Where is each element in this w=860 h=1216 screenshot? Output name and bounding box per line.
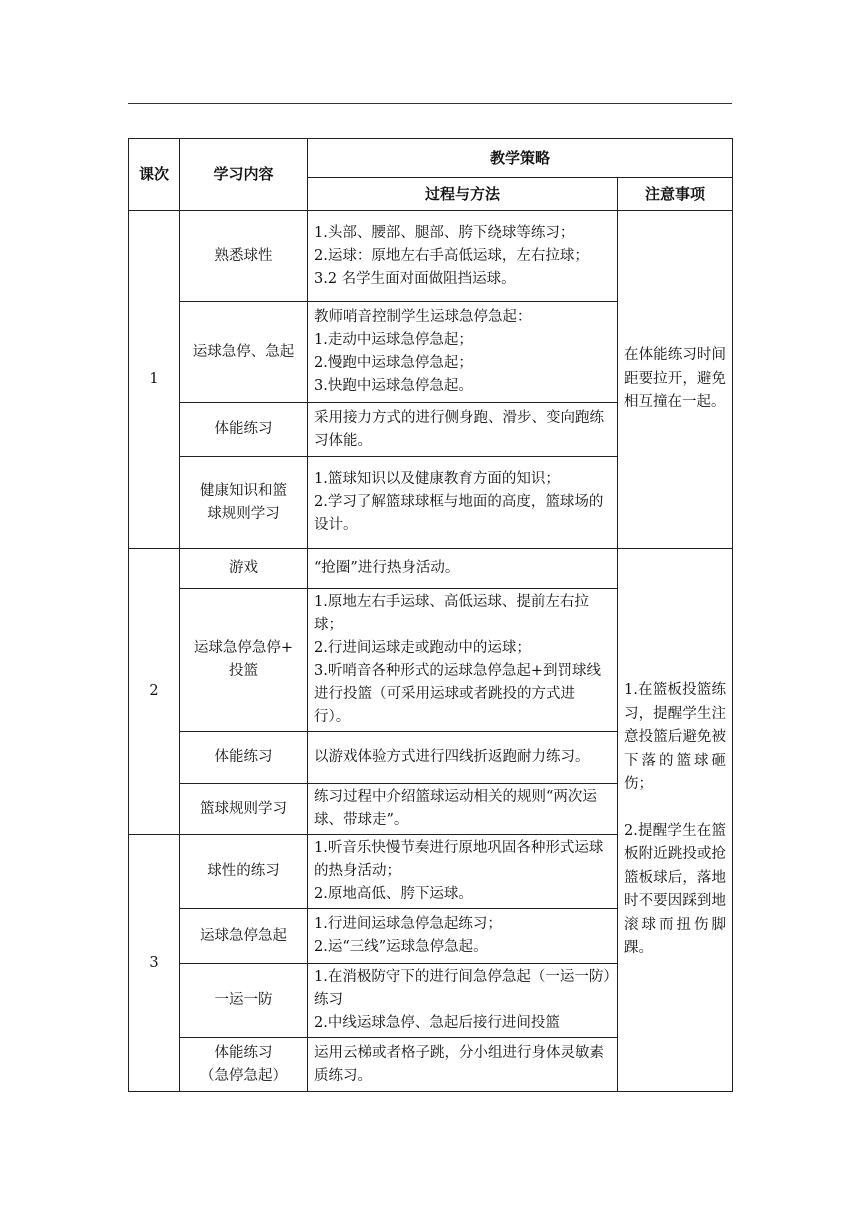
content-cell (180, 835, 308, 909)
note-text: 在体能练习时间距要拉开，避免相互撞在一起。 (624, 347, 727, 411)
method-text: 3.听哨音各种形式的运球急停急起+到罚球线进行投篮（可采用运球或者跳投的方式进行）。 (314, 663, 601, 725)
header-lesson: 课次 (129, 139, 180, 211)
lesson-plan-table (128, 138, 733, 1092)
content-text: 健康知识和篮 (200, 482, 287, 499)
content-cell (180, 732, 308, 784)
content-text: 体能练习 (214, 749, 273, 765)
method-text: 以游戏体验方式进行四线折返跑耐力练习。 (314, 749, 590, 765)
method-cell (308, 1038, 618, 1092)
content-text: 体能练习 (214, 1044, 273, 1061)
method-cell (308, 302, 618, 403)
method-cell (308, 403, 618, 457)
method-text: 3.2 名学生面对面做阻挡运球。 (314, 270, 516, 287)
method-text: 1.篮球知识以及健康教育方面的知识； (314, 471, 560, 487)
method-text: 1.原地左右手运球、高低运球、提前左右拉球； (314, 594, 589, 633)
header-strategy: 教学策略 (308, 139, 733, 178)
method-cell (308, 909, 618, 964)
content-text: 体能练习 (214, 421, 273, 437)
method-text: 2.中线运球急停、急起后接行进间投篮 (314, 1015, 560, 1031)
method-text: 1.行进间运球急停急起练习； (314, 916, 502, 932)
lesson-number: 2 (129, 549, 180, 835)
content-text: 球规则学习 (207, 505, 280, 522)
content-text: 运球急停、急起 (192, 343, 295, 360)
content-cell (180, 302, 308, 403)
lesson-number: 1 (129, 211, 180, 549)
content-cell (180, 909, 308, 964)
header-content: 学习内容 (180, 139, 308, 211)
content-cell (180, 457, 308, 549)
content-text: 投篮 (229, 663, 258, 679)
method-text: 运用云梯或者格子跳，分小组进行身体灵敏素质练习。 (314, 1044, 604, 1084)
content-text: 游戏 (229, 560, 258, 576)
table-row (129, 211, 733, 302)
method-text: 2.原地高低、胯下运球。 (314, 886, 473, 902)
method-text: 2.学习了解篮球球框与地面的高度，篮球场的设计。 (314, 494, 604, 533)
method-text: 练习过程中介绍篮球运动相关的规则“两次运球、带球走”。 (314, 789, 597, 828)
method-cell (308, 784, 618, 835)
content-cell (180, 1038, 308, 1092)
note-cell (618, 549, 733, 1092)
content-text: 球性的练习 (207, 863, 280, 879)
method-text: “抢圈”进行热身活动。 (314, 560, 460, 576)
content-text: 运球急停急停+ (193, 640, 294, 656)
content-cell (180, 964, 308, 1038)
method-text: 3.快跑中运球急停急起。 (314, 378, 473, 394)
content-cell (180, 784, 308, 835)
content-cell (180, 549, 308, 589)
method-text: 1.头部、腰部、腿部、胯下绕球等练习； (314, 224, 575, 241)
content-text: 运球急停急起 (200, 927, 287, 944)
note-text: 1.在篮板投篮练习，提醒学生注意投篮后避免被下落的篮球砸伤； (624, 682, 727, 793)
method-text: 2.运球：原地左右手高低运球，左右拉球； (314, 247, 589, 264)
method-cell (308, 457, 618, 549)
method-text: 教师哨音控制学生运球急停急起： (314, 309, 532, 325)
lesson-number: 3 (129, 835, 180, 1092)
method-cell (308, 549, 618, 589)
note-cell (618, 211, 733, 549)
content-cell (180, 211, 308, 302)
method-text: 采用接力方式的进行侧身跑、滑步、变向跑练习体能。 (314, 409, 604, 449)
method-cell (308, 835, 618, 909)
method-text: 1.听音乐快慢节奏进行原地巩固各种形式运球的热身活动； (314, 840, 604, 879)
method-cell (308, 589, 618, 732)
method-cell (308, 964, 618, 1038)
content-text: 熟悉球性 (214, 247, 273, 264)
content-cell (180, 589, 308, 732)
method-text: 1.走动中运球急停急起； (314, 332, 473, 348)
table-row (129, 549, 733, 589)
header-note: 注意事项 (618, 178, 733, 211)
content-text: 一运一防 (214, 992, 273, 1008)
note-text: 2.提醒学生在篮板附近跳投或抢篮板球后，落地时不要因踩到地滚球而扭伤脚踝。 (624, 822, 727, 957)
method-text: 2.行进间运球走或跑动中的运球； (314, 640, 531, 656)
method-text: 2.运“三线”运球急停急起。 (314, 939, 488, 955)
content-text: 篮球规则学习 (200, 800, 287, 817)
method-cell (308, 211, 618, 302)
method-cell (308, 732, 618, 784)
content-cell (180, 403, 308, 457)
method-text: 1.在消极防守下的进行间急停急起（一运一防）练习 (314, 969, 611, 1008)
content-text: （急停急起） (200, 1067, 287, 1084)
method-text: 2.慢跑中运球急停急起； (314, 355, 473, 371)
header-rule (128, 103, 732, 104)
header-method: 过程与方法 (308, 178, 618, 211)
